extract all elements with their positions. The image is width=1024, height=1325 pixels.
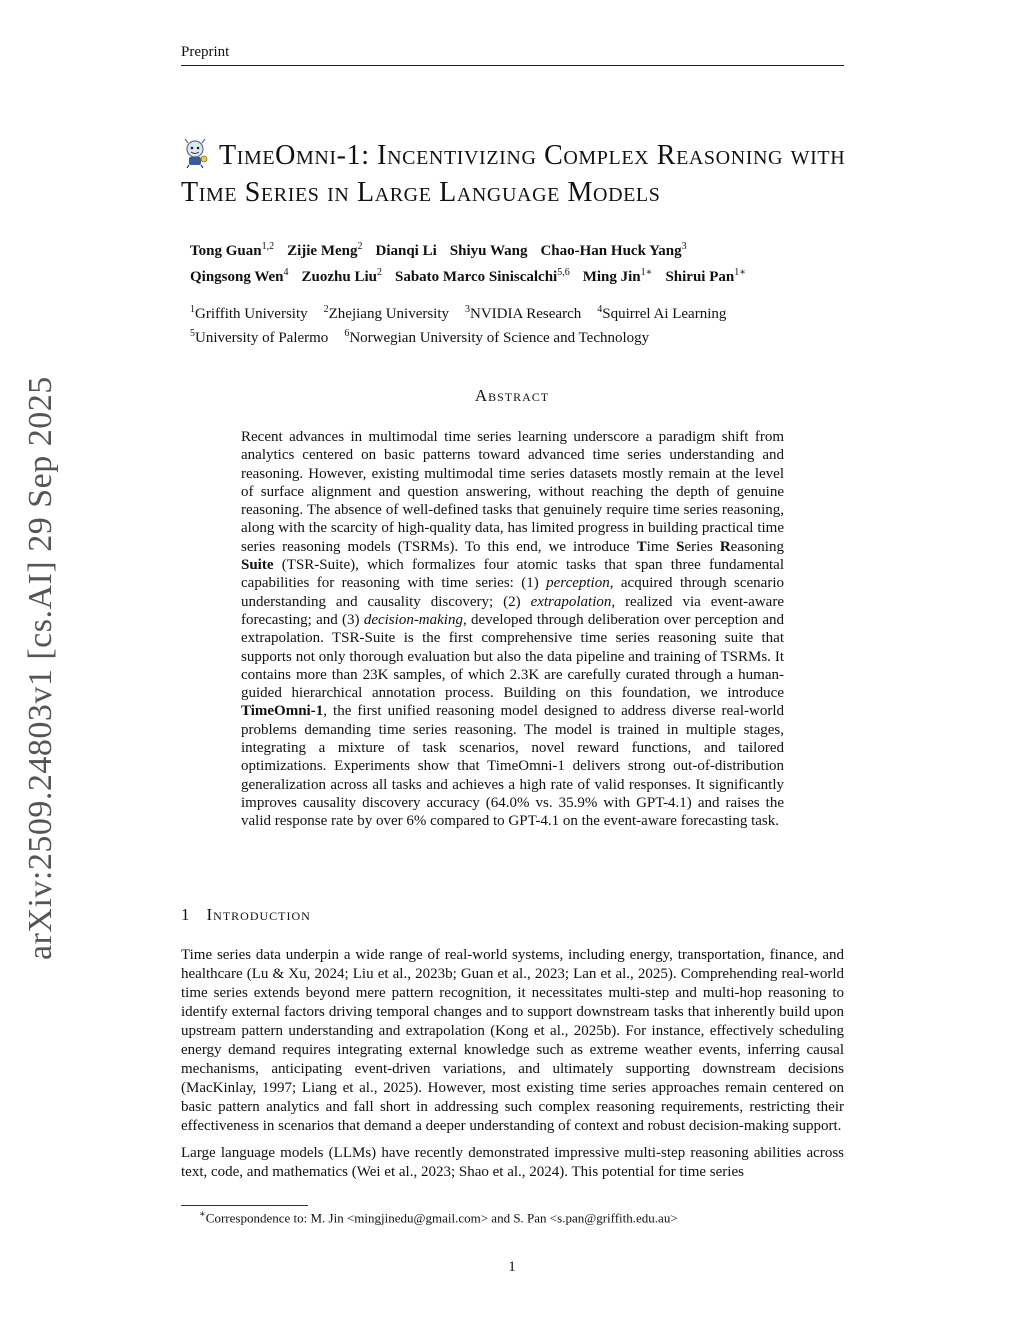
affiliation-entry (465, 306, 581, 322)
author-affiliation-mark: 2 (357, 241, 363, 252)
author-entry (302, 269, 382, 285)
affiliation-mark: 3 (465, 304, 471, 315)
author-entry (395, 269, 570, 285)
correspondence-footnote: ∗Correspondence to: M. Jin <mingjinedu@gmail.com> and S. Pan <s.pan@griffith.edu.au> (199, 1209, 678, 1226)
affiliation-entry (190, 306, 308, 322)
author-name: Zuozhu Liu (301, 269, 377, 285)
author-affiliation-mark: 5,6 (557, 267, 570, 278)
author-entry (375, 243, 436, 259)
author-affiliation-mark: 4 (283, 267, 289, 278)
arxiv-sidebar-stamp: arXiv:2509.24803v1 [cs.AI] 29 Sep 2025 (22, 376, 59, 960)
author-affiliation-mark: 1∗ (734, 267, 747, 278)
author-name: Shiyu Wang (449, 243, 528, 259)
author-name: Ming Jin (582, 269, 641, 285)
affiliation-mark: 1 (190, 304, 195, 315)
body-paragraph: Large language models (LLMs) have recently demonstrated impressive multi-step reasoning abilities across text, code, and mathematics (Wei et al., 2023; Shao et al., 2024). This potential for time series (181, 1145, 844, 1180)
author-entry (540, 243, 686, 259)
affiliation-list (190, 300, 850, 348)
author-entry (450, 243, 528, 259)
body-paragraph: Time series data underpin a wide range of real-world systems, including energy, transportation, finance, and healthcare (Lu & Xu, 2024; Liu et al., 2023b; Guan et al., 2023; Lan et al., 2025). Comprehending real-world time series extends beyond mere pattern recognition, it necessitates multi-step and multi-hop reasoning to identify external factors driving temporal changes and to support downstream tasks that inherently build upon upstream pattern understanding and extrapolation (Kong et al., 2025b). For instance, effectively scheduling energy demand requires integrating external knowledge such as extreme weather events, inferring causal mechanisms, anticipating event-driven variations, and ultimately supporting downstream decisions (MacKinlay, 1997; Liang et al., 2025). However, most existing time series approaches remain centered on basic pattern analytics and fall short in addressing such complex reasoning requirements, restricting their effectiveness in scenarios that demand a deeper understanding of context and robust decision-making support. (181, 947, 844, 1134)
affiliation-entry (344, 330, 649, 346)
affiliation-name: Squirrel Ai Learning (602, 306, 727, 322)
running-header: Preprint (181, 44, 230, 60)
affiliation-name: Norwegian University of Science and Technology (349, 330, 650, 346)
section-heading-introduction: 1 Introduction (181, 905, 311, 924)
author-affiliation-mark: 1,2 (261, 241, 275, 252)
affiliation-name: Griffith University (195, 306, 308, 322)
author-name: Sabato Marco Siniscalchi (394, 269, 558, 285)
author-name: Dianqi Li (375, 243, 437, 259)
affiliation-mark: 6 (344, 328, 350, 339)
affiliation-entry (597, 306, 726, 322)
introduction-body (181, 946, 844, 1190)
abstract-paragraph: Recent advances in multimodal time series learning underscore a paradigm shift from analytics centered on basic patterns toward advanced time series understanding and reasoning. However, existing multimodal time series datasets mostly remain at the level of surface alignment and question answering, without reaching the depth of genuine reasoning. The absence of well-defined tasks that genuinely require time series reasoning, along with the scarcity of high-quality data, has limited progress in building practical time series reasoning models (TSRMs). To this end, we introduce Time Series Reasoning Suite (TSR-Suite), which formalizes four atomic tasks that span three fundamental capabilities for reasoning with time series: (1) perception, acquired through scenario understanding and causality discovery; (2) extrapolation, realized via event-aware forecasting; and (3) decision-making, developed through deliberation over perception and extrapolation. TSR-Suite is the first comprehensive time series reasoning suite that supports not only thorough evaluation but also the data pipeline and training of TSRMs. It contains more than 23K samples, of which 2.3K are carefully curated through a human-guided hierarchical annotation process. Building on this foundation, we introduce TimeOmni-1, the first unified reasoning model designed to address diverse real-world problems demanding time series reasoning. The model is trained in multiple stages, integrating a mixture of task scenarios, novel reward functions, and tailored optimizations. Experiments show that TimeOmni-1 delivers strong out-of-distribution generalization across all tasks and achieves a high rate of valid responses. It significantly improves causality discovery accuracy (64.0% vs. 35.9% with GPT-4.1) and raises the valid response rate by over 6% compared to GPT-4.1 on the event-aware forecasting task. (241, 429, 785, 830)
affiliation-entry (324, 306, 449, 322)
affiliation-name: NVIDIA Research (470, 306, 582, 322)
footnote-rule (181, 1205, 308, 1206)
author-entry (190, 243, 274, 259)
affiliation-entry (190, 330, 328, 346)
author-entry (665, 269, 746, 285)
author-name: Zijie Meng (287, 243, 358, 259)
author-entry (287, 243, 362, 259)
abstract-heading: Abstract (474, 386, 550, 405)
title-block (181, 137, 861, 211)
author-name: Qingsong Wen (190, 269, 284, 285)
header-rule (181, 65, 844, 66)
affiliation-mark: 4 (597, 304, 603, 315)
author-entry (190, 269, 289, 285)
page-number: 1 (508, 1259, 516, 1275)
author-name: Shirui Pan (665, 269, 735, 285)
author-name: Tong Guan (190, 243, 262, 259)
author-entry (583, 269, 653, 285)
clock-mascot-icon (181, 138, 209, 168)
affiliation-name: Zhejiang University (328, 306, 450, 322)
author-affiliation-mark: 3 (681, 241, 687, 252)
author-affiliation-mark: 2 (376, 267, 382, 278)
author-name: Chao-Han Huck Yang (540, 243, 682, 259)
abstract-body (241, 428, 784, 831)
author-list (190, 236, 850, 288)
author-affiliation-mark: 1∗ (640, 267, 653, 278)
paper-title: TimeOmni-1: Incentivizing Complex Reasoning with Time Series in Large Language Models (181, 140, 846, 208)
affiliation-name: University of Palermo (195, 330, 329, 346)
affiliation-mark: 2 (323, 304, 329, 315)
affiliation-mark: 5 (190, 328, 195, 339)
